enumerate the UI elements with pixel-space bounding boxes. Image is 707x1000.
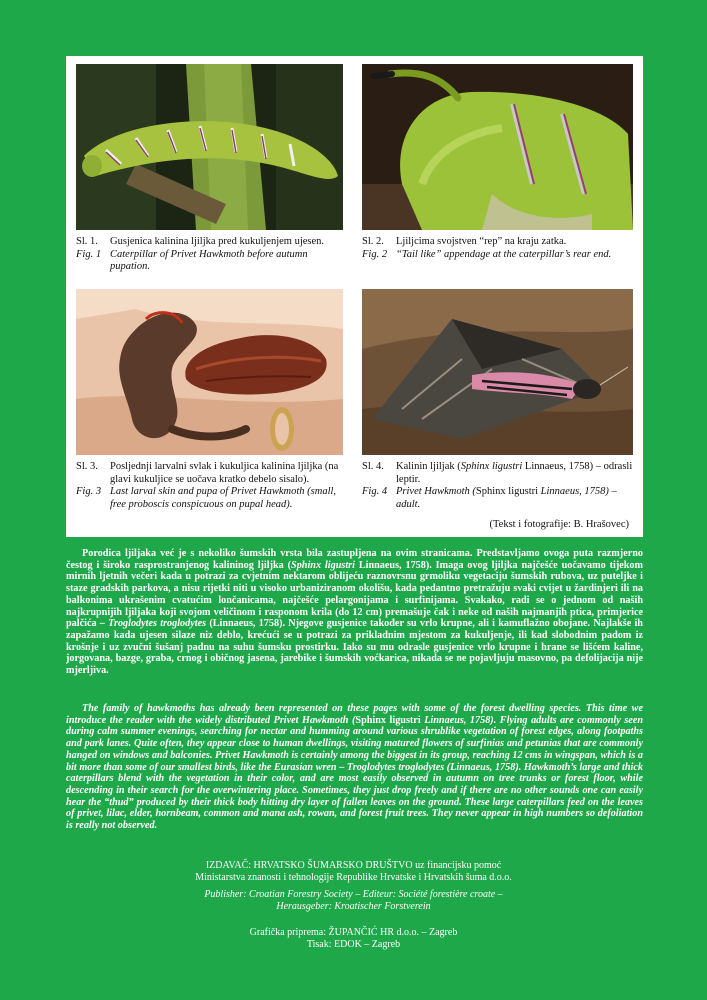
species-name: Sphinx ligustri <box>475 486 539 497</box>
caption-text-en: Last larval skin and pupa of Privet Hawkmoth (small, free proboscis conspicuous on pupal head). <box>110 486 337 510</box>
caption-number: Sl. 4. <box>362 461 384 472</box>
caption-figure-1 <box>76 236 348 274</box>
caption-text-part: Privet Hawkmoth ( <box>396 486 476 497</box>
publisher-hr <box>0 860 707 884</box>
text-part: The family of hawkmoths has already been represented on these pages with some of the forest dwelling species. This time we introduce the reader with the widely distributed Privet Hawkmoth ( <box>66 703 643 726</box>
caption-number: Sl. 1. <box>76 236 98 247</box>
caption-figure-4 <box>362 461 637 511</box>
photo-pupa-hand <box>76 289 343 455</box>
species-name: Troglodytes troglodytes <box>108 618 207 630</box>
caption-figure-3 <box>76 461 348 511</box>
prepress-info: Grafička priprema: ŽUPANČIĆ HR d.o.o. – Zagreb <box>249 927 458 938</box>
caption-number: Fig. 3 <box>76 486 102 497</box>
caption-text-part: Kalinin ljiljak ( <box>396 461 461 472</box>
paragraph-english <box>66 703 643 832</box>
caption-text-hr: Gusjenica kalinina ljiljka pred kukuljenjem ujesen. <box>110 236 325 247</box>
caption-text-en <box>396 486 637 511</box>
caption-number: Fig. 4 <box>362 486 388 497</box>
paragraph-croatian <box>66 548 643 677</box>
publisher-hr-line2: Ministarstva znanosti i tehnologije Republike Hrvatske i Hrvatskih šuma d.o.o. <box>195 872 512 883</box>
publisher-en-line1: Publisher: Croatian Forestry Society – Editeur: Société forestière croate – <box>204 889 503 900</box>
caption-number: Sl. 2. <box>362 236 384 247</box>
photo-caterpillar-tail <box>362 64 633 230</box>
caption-text-hr <box>396 461 637 486</box>
publisher-en <box>0 889 707 913</box>
figures-panel <box>66 56 643 537</box>
caption-text-en: “Tail like” appendage at the caterpillar’s rear end. <box>396 248 612 260</box>
caption-text-part: Linnaeus, 1758) – adult. <box>396 486 617 510</box>
species-name: Sphinx ligustri <box>460 461 523 472</box>
caption-text-hr: Ljiljcima svojstven “rep” na kraju zatka. <box>396 236 567 247</box>
photo-caterpillar-branch <box>76 64 343 230</box>
caption-text-part: Linnaeus, 1758) – odrasli leptir. <box>396 461 633 485</box>
species-name: Sphinx ligustri <box>291 559 355 571</box>
caption-text-hr: Posljednji larvalni svlak i kukuljica kalinina ljiljka (na glavi kukuljice se uočava kratko debelo sisalo). <box>110 461 339 485</box>
printer-info: Tisak: EDOK – Zagreb <box>306 939 401 950</box>
text-part: (Linnaeus, 1758). Njegove gusjenice također su vrlo krupne, ali i kamuflažno obojane. Najlakše ih zapažamo kada ujesen silaze niz deblo, krećući se u potrazi za prikladnim mjestom za kukuljenje, ili kad slobodnim padom iz krošnje i uz zvučni šušanj padnu na suhu šumsku prostirku. Iako su mu odrasle gusjenice vrlo krupne i hrane se lišćem kaline, jorgovana, bazge, graba, crnog i običnog jasena, jarebike i šumskih voćkarica, nikada se ne pojavljuju masovno, pa defolijacija nije mjerljiva. <box>66 618 643 677</box>
text-part: Linnaeus, 1758). Imaga ovog ljiljka najčešće uočavamo tijekom mirnih ljetnih večeri kada u potrazi za cvjetnim nektarom oblijeću raznovrsnu grmoliku vegetaciju šumskih rubova, uz puteljke i staze gradskih parkova, a nisu rijetki niti u visoko urbaniziranom okolišu, kada pedantno pretražuju svaki cvijet u žardinjeri ili na balkonima ukrašenim cvatućim lončanicama, najčešće pelargonijama i surfinijama. Svakako, radi se o jednom od naših najkrupnijih ljiljaka koji svojom veličinom i rasponom krila (do 12 cm) premašuje čak i neke od naših najmanjih ptica, primjerice palčića – <box>66 559 644 630</box>
print-info <box>0 927 707 951</box>
text-part: Porodica ljiljaka već je s nekoliko šumskih vrsta bila zastupljena na ovim stranicama. Predstavljamo ovoga puta razmjerno čestog i široko rasprostranjenog kalininog ljiljka ( <box>66 548 643 571</box>
photo-adult-moth <box>362 289 633 455</box>
text-part: Linnaeus, 1758). Flying adults are commonly seen during calm summer evenings, searching for nectar and humming around various shrublike vegetation of forest edges, along footpaths and park lanes. Quite often, they appear close to human dwellings, visiting matured flowers of surfinias and petunias that are commonly hanged on windows and balconies. Privet Hawkmoth is certainly among the biggest in its group, reaching 12 cms in wingspan, which is a bit more than some of our smallest birds, like the Eurasian wren – Troglodytes troglodytes (Linnaeus, 1758). Hawkmoth’s large and thick caterpillars blend with the vegetation in their color, and are most easily observed in autumn on tree trunks or forest floor, while descending in their search for the overwintering place. Sometimes, they just drop freely and if there are no other sounds one can easily hear the “thud” produced by their thick body hitting dry layer of fallen leaves on the ground. These large caterpillars feed on the leaves of privet, lilac, elder, hornbeam, common and mana ash, rowan, and forest fruit trees. They never appear in high numbers so defoliation is really not observed. <box>66 714 643 832</box>
caption-number: Fig. 1 <box>76 248 102 260</box>
caption-figure-2 <box>362 236 637 261</box>
caption-text-en: Caterpillar of Privet Hawkmoth before autumn pupation. <box>110 248 308 272</box>
photo-credit: (Tekst i fotografije: B. Hrašovec) <box>489 519 629 530</box>
publisher-en-line2: Herausgeber: Kroatischer Forstverein <box>276 901 431 912</box>
caption-number: Sl. 3. <box>76 461 98 472</box>
species-name: Sphinx ligustri <box>355 714 421 726</box>
publisher-hr-line1: IZDAVAČ: HRVATSKO ŠUMARSKO DRUŠTVO uz financijsku pomoć <box>205 860 502 871</box>
caption-number: Fig. 2 <box>362 248 388 260</box>
